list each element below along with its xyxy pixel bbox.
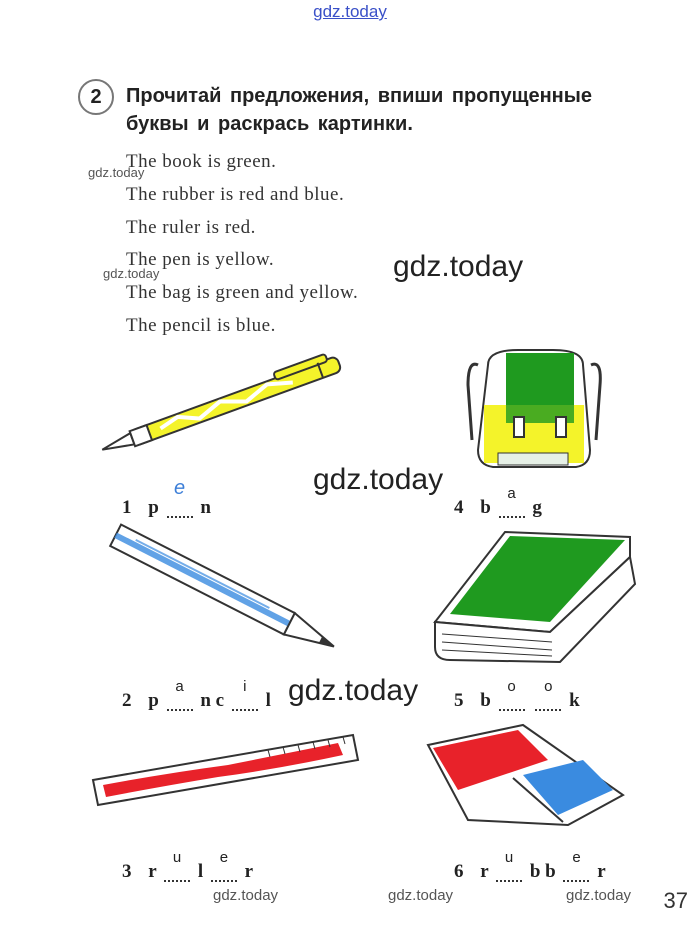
item-label-rubber [454, 849, 606, 883]
letter-blank[interactable] [232, 678, 258, 711]
item-letter: b b [529, 861, 556, 882]
item-letter: r [480, 861, 489, 882]
watermark-large: gdz.today [313, 463, 444, 496]
item-label-bag [454, 485, 542, 519]
letter-blank[interactable] [167, 477, 193, 518]
sentence: The rubber is red and blue. [126, 183, 345, 205]
item-number: 2 [122, 690, 132, 711]
watermark-small: gdz.today [103, 266, 160, 281]
filled-letter: o [507, 678, 516, 695]
letter-blank[interactable] [563, 849, 589, 882]
sentence: The book is green. [126, 151, 277, 172]
filled-letter: e [572, 849, 581, 866]
item-label-book [454, 678, 580, 712]
item-letter: r [244, 861, 254, 882]
watermark-large: gdz.today [288, 674, 419, 707]
watermark-bottom: gdz.today [566, 887, 632, 904]
item-letter: l [265, 690, 271, 711]
item-letter: g [532, 497, 542, 518]
item-label-pen [122, 477, 211, 519]
page-number: 37 [663, 888, 688, 913]
letter-blank[interactable] [164, 849, 190, 882]
pen-picture [85, 345, 375, 455]
sentence: The ruler is red. [126, 216, 256, 238]
letter-blank[interactable] [496, 849, 522, 882]
item-letter: p [148, 690, 159, 711]
book-picture [430, 522, 645, 672]
item-letter: n [200, 497, 211, 518]
sentence-list [126, 146, 358, 343]
item-number: 4 [454, 497, 464, 518]
filled-letter: a [507, 485, 516, 502]
item-letter: n c [200, 690, 225, 711]
watermark-top[interactable]: gdz.today [313, 2, 387, 21]
rubber-picture [418, 720, 633, 830]
filled-letter: u [172, 849, 182, 866]
task-instruction: Прочитай предложения, впиши пропущенные буквы и раскрась картинки. [126, 85, 592, 135]
item-number: 3 [122, 861, 132, 882]
letter-blank[interactable] [167, 678, 193, 711]
watermark-bottom: gdz.today [388, 887, 454, 904]
watermark-large: gdz.today [393, 250, 524, 283]
item-number: 6 [454, 861, 464, 882]
item-label-pencil [122, 678, 271, 712]
ruler-picture [88, 725, 363, 810]
item-number: 5 [454, 690, 464, 711]
watermark-small: gdz.today [88, 165, 145, 180]
filled-letter: e [219, 849, 229, 866]
item-letter: r [597, 861, 606, 882]
item-letter: k [569, 690, 580, 711]
letter-blank[interactable] [499, 485, 525, 518]
item-letter: l [197, 861, 204, 882]
filled-letter: u [504, 849, 514, 866]
filled-letter: a [175, 678, 184, 695]
sentence: The pen is yellow. [126, 249, 275, 271]
filled-letter: e [174, 477, 186, 499]
sentence: The pencil is blue. [126, 314, 276, 336]
letter-blank[interactable] [499, 678, 525, 711]
item-letter: p [148, 497, 159, 518]
watermark-bottom: gdz.today [213, 887, 279, 904]
item-letter: b [480, 690, 491, 711]
letter-blank[interactable] [535, 678, 561, 711]
sentence: The bag is green and yellow. [126, 282, 359, 304]
item-letter: b [480, 497, 491, 518]
item-label-ruler [122, 849, 254, 883]
pencil-picture [92, 535, 362, 650]
item-letter: r [148, 861, 157, 882]
item-number: 1 [122, 497, 132, 518]
task-number: 2 [78, 79, 114, 115]
filled-letter: o [544, 678, 553, 695]
bag-picture [458, 345, 608, 475]
filled-letter: i [243, 678, 247, 695]
letter-blank[interactable] [211, 849, 237, 882]
